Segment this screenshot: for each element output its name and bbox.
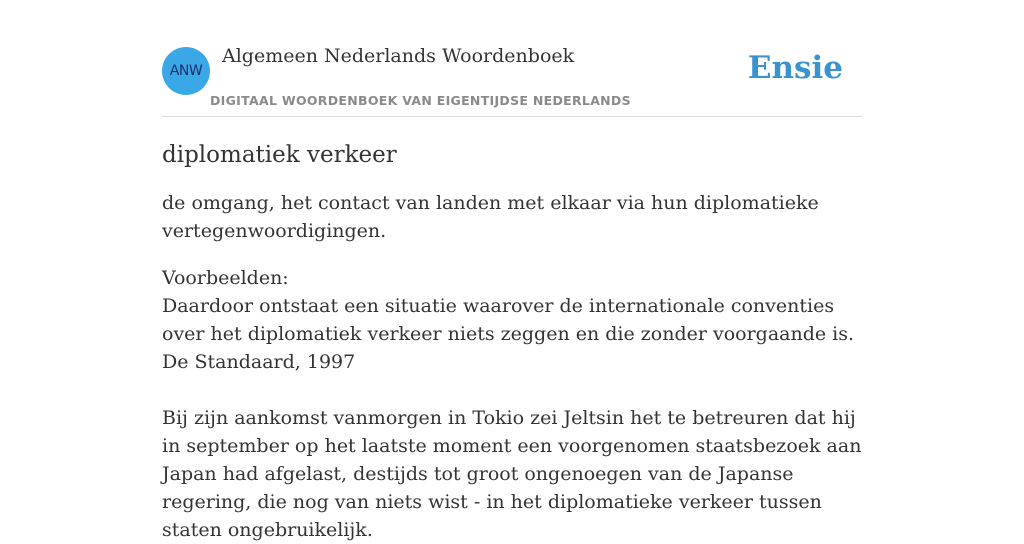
- site-title[interactable]: Algemeen Nederlands Woordenboek: [222, 45, 575, 67]
- entry-definition: de omgang, het contact van landen met elkaar via hun diplomatieke vertegenwoordigingen.: [162, 192, 819, 242]
- entry-content: [162, 138, 862, 544]
- examples-section: [162, 264, 862, 544]
- site-header: [162, 0, 862, 117]
- anw-logo[interactable]: ANW: [162, 47, 210, 95]
- example-source: De Standaard, 1997: [162, 351, 356, 373]
- examples-label: Voorbeelden:: [162, 267, 289, 289]
- example-separator: [162, 376, 862, 404]
- site-subtitle: DIGITAAL WOORDENBOEK VAN EIGENTIJDSE NEDERLANDS: [210, 93, 631, 108]
- ensie-brand-logo[interactable]: Ensie: [747, 50, 843, 86]
- example-text: Bij zijn aankomst vanmorgen in Tokio zei Jeltsin het te betreuren dat hij in september op het laatste moment een voorgenomen staatsbezoek aan Japan had afgelast, destijds tot groot ongenoegen van de Japanse regering, die nog van niets wist - in het diplomatieke verkeer tussen staten ongebruikelijk.: [162, 407, 862, 541]
- example-text: Daardoor ontstaat een situatie waarover de internationale conventies over het diplomatiek verkeer niets zeggen en die zonder voorgaande is.: [162, 295, 855, 345]
- entry-headword: diplomatiek verkeer: [162, 142, 397, 168]
